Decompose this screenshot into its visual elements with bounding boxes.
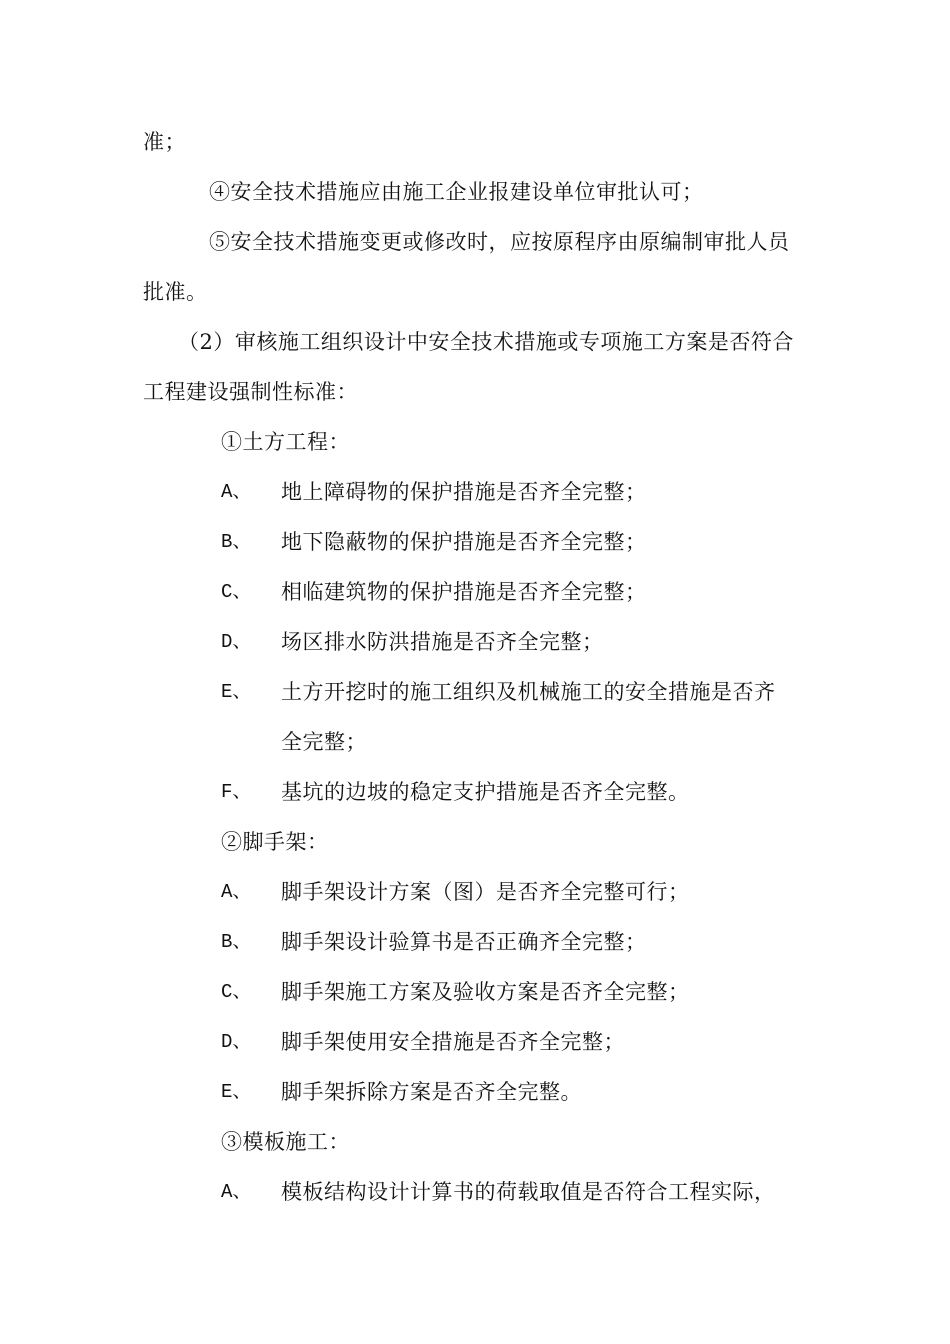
list-item: 地上障碍物的保护措施是否齐全完整； xyxy=(281,480,647,504)
list-marker: B、 xyxy=(221,931,252,953)
text-line: 工程建设强制性标准： xyxy=(143,380,358,404)
list-marker: A、 xyxy=(221,1181,252,1203)
list-item: 土方开挖时的施工组织及机械施工的安全措施是否齐 xyxy=(281,680,776,704)
text-line: ④安全技术措施应由施工企业报建设单位审批认可； xyxy=(209,180,704,204)
text-line: （2）审核施工组织设计中安全技术措施或专项施工方案是否符合 xyxy=(178,330,794,354)
list-marker: B、 xyxy=(221,531,252,553)
list-item: 模板结构设计计算书的荷载取值是否符合工程实际， xyxy=(281,1180,776,1204)
list-item: 脚手架设计验算书是否正确齐全完整； xyxy=(281,930,647,954)
list-marker: D、 xyxy=(221,1031,252,1053)
list-marker: E、 xyxy=(221,1081,252,1103)
list-item: 脚手架使用安全措施是否齐全完整； xyxy=(281,1030,625,1054)
list-item: 地下隐蔽物的保护措施是否齐全完整； xyxy=(281,530,647,554)
list-item: 相临建筑物的保护措施是否齐全完整； xyxy=(281,580,647,604)
list-item-continuation: 全完整； xyxy=(281,730,367,754)
list-marker: A、 xyxy=(221,881,252,903)
list-item: 脚手架施工方案及验收方案是否齐全完整； xyxy=(281,980,690,1004)
list-item: 脚手架设计方案（图）是否齐全完整可行； xyxy=(281,880,690,904)
list-item: 脚手架拆除方案是否齐全完整。 xyxy=(281,1080,582,1104)
list-marker: A、 xyxy=(221,481,252,503)
text-line: 准； xyxy=(143,130,186,154)
text-line: 批准。 xyxy=(143,280,208,304)
list-marker: F、 xyxy=(221,781,252,803)
list-item: 基坑的边坡的稳定支护措施是否齐全完整。 xyxy=(281,780,690,804)
section-heading: ①土方工程： xyxy=(221,430,350,454)
list-marker: C、 xyxy=(221,581,252,603)
text-line: ⑤安全技术措施变更或修改时，应按原程序由原编制审批人员 xyxy=(209,230,790,254)
section-heading: ②脚手架： xyxy=(221,830,329,854)
list-marker: E、 xyxy=(221,681,252,703)
section-heading: ③模板施工： xyxy=(221,1130,350,1154)
list-item: 场区排水防洪措施是否齐全完整； xyxy=(281,630,604,654)
list-marker: C、 xyxy=(221,981,252,1003)
list-marker: D、 xyxy=(221,631,252,653)
